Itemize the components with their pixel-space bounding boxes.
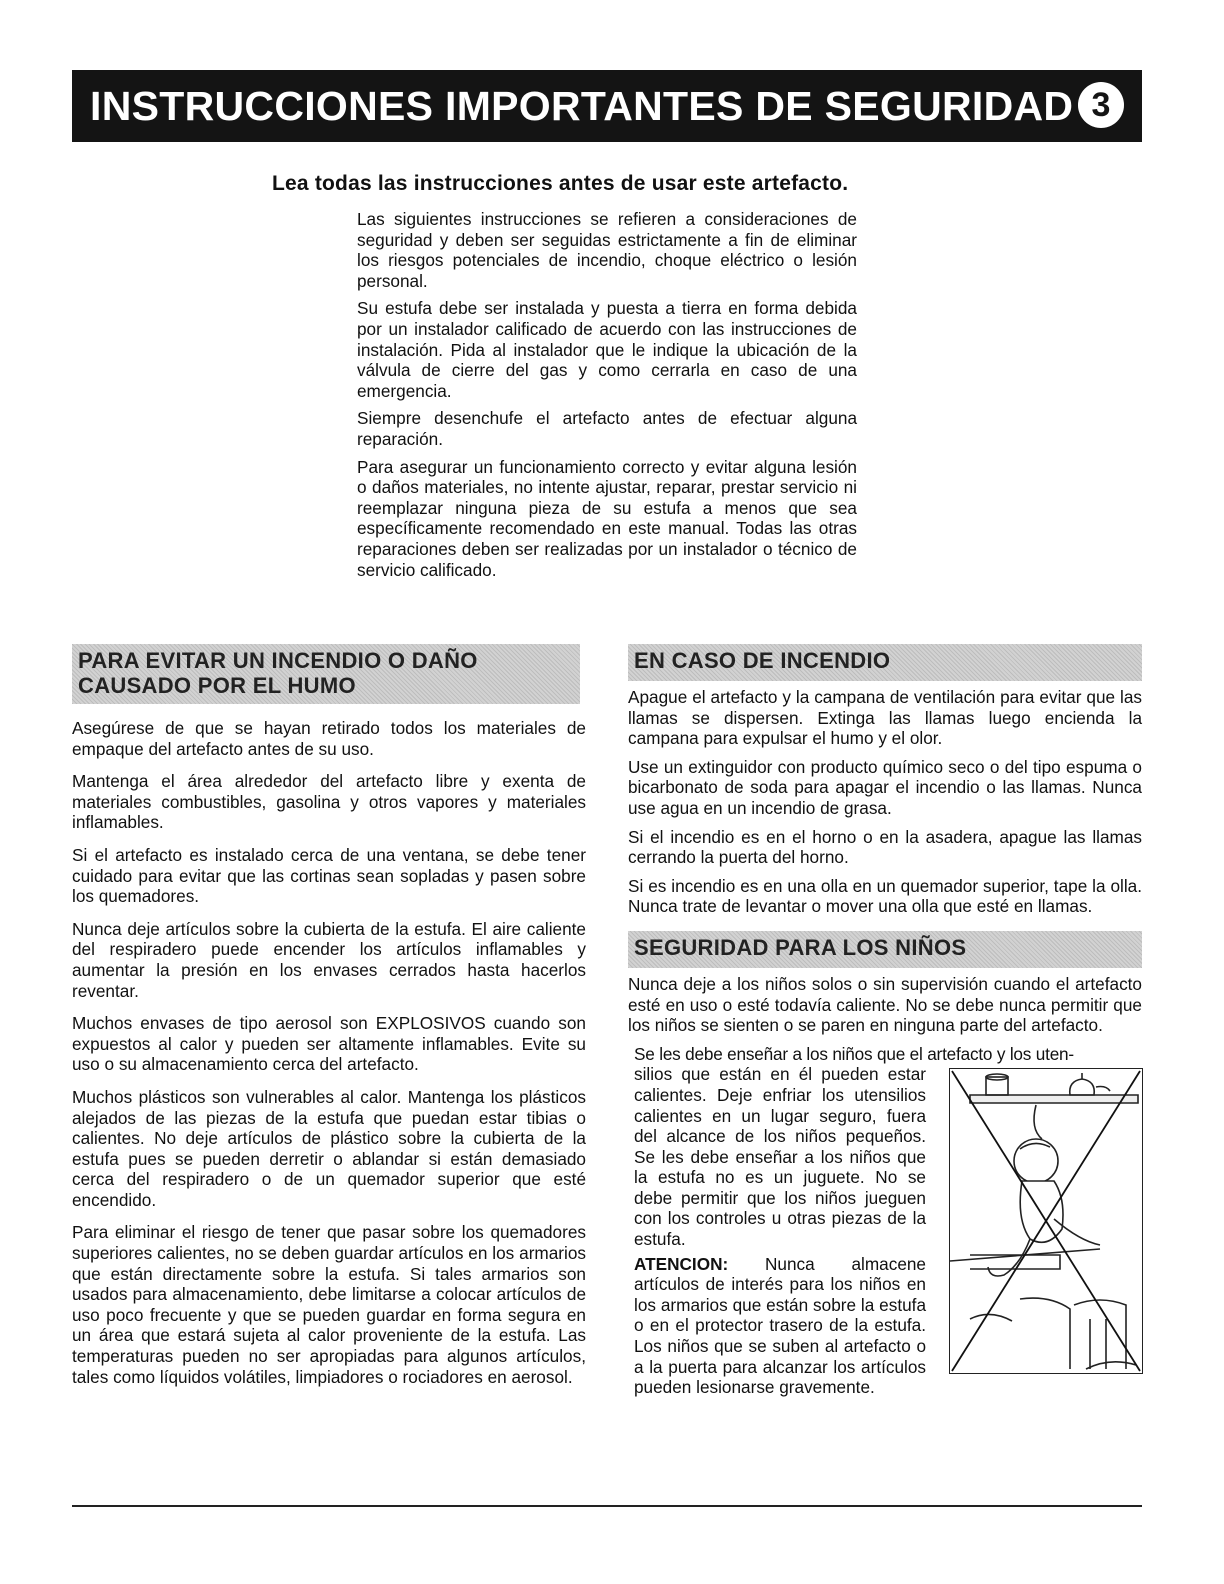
intro-paragraph: Las siguientes instrucciones se refieren a consideraciones de seguridad y deben ser seguidas estrictamente a fin de eliminar los riesgos potenciales de incendio, choque eléctrico o lesión personal. bbox=[357, 209, 857, 291]
in-case-fire-paragraph: Use un extinguidor con producto químico seco o del tipo espuma o bicarbonato de soda para apagar el incendio o las llamas. Nunca use agua en un incendio de grasa. bbox=[628, 756, 1142, 818]
page-number-badge: 3 bbox=[1078, 82, 1124, 128]
footer-rule bbox=[72, 1505, 1142, 1507]
child-warning-paragraph bbox=[634, 1254, 926, 1398]
subtitle: Lea todas las instrucciones antes de usar este artefacto. bbox=[272, 172, 849, 195]
child-safety-paragraph: Nunca deje a los niños solos o sin supervisión cuando el artefacto esté en uso o esté todavía caliente. No se debe nunca permitir que los niños se sienten o se paren en ninguna parte del artefacto. bbox=[628, 973, 1142, 1036]
in-case-fire-paragraph: Si es incendio es en una olla en un quemador superior, tape la olla. Nunca trate de levantar o mover una olla que esté en llamas. bbox=[628, 875, 1142, 917]
fire-smoke-paragraph: Para eliminar el riesgo de tener que pasar sobre los quemadores superiores calientes, no se deben guardar artículos en los armarios que están directamente sobre la estufa. Si tales armarios son usados para almacenamiento, debe limitarse a colocar artículos de uso poco frecuente y que se pueden guardar en forma segura en un área que estará sujeta al calor proveniente de la estufa. Las temperaturas pueden no ser apropiadas para algunos artículos, tales como líquidos volátiles, limpiadores o rociadores en aerosol. bbox=[72, 1222, 586, 1387]
page-title: INSTRUCCIONES IMPORTANTES DE SEGURIDAD bbox=[90, 82, 1074, 129]
fire-smoke-paragraph: Asegúrese de que se hayan retirado todos los materiales de empaque del artefacto antes de su uso. bbox=[72, 718, 586, 759]
page-title-bar bbox=[72, 70, 1142, 142]
child-teaching-paragraph: silios que están en él pueden estar calientes. Deje enfriar los utensilios calientes en un lugar seguro, fuera del alcance de los niños pequeños. Se les debe enseñar a los niños que la estufa no es un juguete. No se debe permitir que los niños jueguen con los controles u otras piezas de la estufa. bbox=[634, 1064, 926, 1250]
intro-paragraph: Para asegurar un funcionamiento correcto y evitar alguna lesión o daños materiales, no intente ajustar, reparar, prestar servicio ni reemplazar ninguna pieza de su estufa a menos que sea específicamente recomendado en este manual. Todas las otras reparaciones deben ser realizadas por un instalador o técnico de servicio calificado. bbox=[357, 456, 857, 580]
fire-smoke-paragraph: Si el artefacto es instalado cerca de una ventana, se debe tener cuidado para evitar que las cortinas sean sopladas y pasen sobre los quemadores. bbox=[72, 844, 586, 907]
warning-label: ATENCION: bbox=[634, 1253, 729, 1274]
fire-smoke-heading-line2: CAUSADO POR EL HUMO bbox=[78, 673, 356, 698]
intro-paragraph: Su estufa debe ser instalada y puesta a tierra en forma debida por un instalador calificado de acuerdo con las instrucciones de instalación. Pida al instalador que le indique la ubicación de la válvula de cierre del gas y como cerrarla en caso de una emergencia. bbox=[357, 298, 857, 401]
child-teaching-body bbox=[634, 1064, 926, 1398]
child-teaching-intro: Se les debe enseñar a los niños que el artefacto y los uten- bbox=[634, 1043, 1074, 1064]
warning-text: Nunca almacene artículos de interés para los niños en los armarios que están sobre la estufa o en el protector trasero de la estufa. Los niños que se suben al artefacto o a la puerta para alcanzar los artículos pueden lesionarse gravemente. bbox=[634, 1253, 926, 1398]
fire-smoke-paragraph: Nunca deje artículos sobre la cubierta de la estufa. El aire caliente del respiradero puede encender los artículos inflamables y aumentar la presión en los envases cerrados hasta hacerlos reventar. bbox=[72, 918, 586, 1001]
fire-smoke-paragraph: Mantenga el área alrededor del artefacto libre y exenta de materiales combustibles, gasolina y otros vapores y materiales inflamables. bbox=[72, 771, 586, 833]
fire-smoke-section bbox=[72, 644, 586, 1399]
right-column bbox=[628, 644, 1142, 1402]
in-case-fire-paragraph: Si el incendio es en el horno o en la asadera, apague las llamas cerrando la puerta del horno. bbox=[628, 826, 1142, 868]
intro-paragraph: Siempre desenchufe el artefacto antes de efectuar alguna reparación. bbox=[357, 408, 857, 449]
child-teaching-block bbox=[634, 1044, 1142, 1398]
child-safety-heading: SEGURIDAD PARA LOS NIÑOS bbox=[628, 931, 1142, 968]
in-case-fire-paragraph: Apague el artefacto y la campana de ventilación para evitar que las llamas se dispersen. Extinga las llamas luego encienda la campana para expulsar el humo y el olor. bbox=[628, 687, 1142, 749]
fire-smoke-heading-line1: PARA EVITAR UN INCENDIO O DAÑO bbox=[78, 648, 478, 673]
fire-smoke-paragraph: Muchos plásticos son vulnerables al calor. Mantenga los plásticos alejados de las piezas de la estufa que puedan estar tibias o calientes. No deje artículos de plástico sobre la cubierta de la estufa pues se pueden derretir o ablandar si están demasiado cerca del respiradero o de un quemador superior que esté encendido. bbox=[72, 1086, 586, 1210]
child-climbing-illustration bbox=[949, 1068, 1143, 1374]
fire-smoke-heading bbox=[72, 644, 580, 704]
intro-section bbox=[357, 209, 857, 587]
fire-smoke-paragraph: Muchos envases de tipo aerosol son EXPLOSIVOS cuando son expuestos al calor y pueden ser altamente inflamables. Evite su uso o su almacenamiento cerca del artefacto. bbox=[72, 1013, 586, 1075]
in-case-fire-heading: EN CASO DE INCENDIO bbox=[628, 644, 1142, 681]
